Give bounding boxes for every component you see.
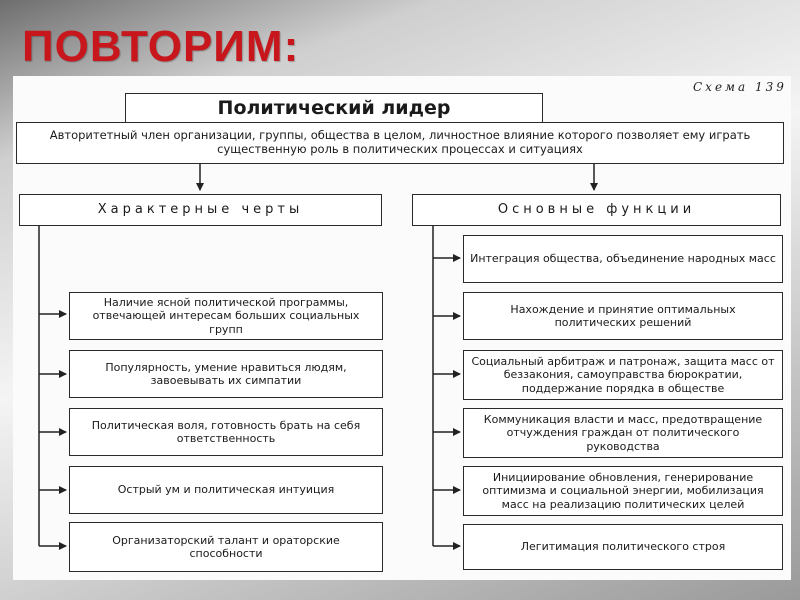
- scheme-sheet: [13, 76, 791, 580]
- function-item: Социальный арбитраж и патронаж, защита масс от беззакония, самоуправства бюрократии, поддержание порядка в обществе: [463, 350, 783, 400]
- trait-item: Организаторский талант и ораторские способности: [69, 522, 383, 572]
- leader-definition-box: Авторитетный член организации, группы, общества в целом, личностное влияние которого позволяет ему играть существенную роль в политических процессах и ситуациях: [16, 122, 784, 164]
- function-item: Нахождение и принятие оптимальных политических решений: [463, 292, 783, 340]
- scheme-number-label: Схема 139: [693, 80, 787, 94]
- trait-item: Популярность, умение нравиться людям, завоевывать их симпатии: [69, 350, 383, 398]
- function-item: Инициирование обновления, генерирование оптимизма и социальной энергии, мобилизация масс на реализацию политических целей: [463, 466, 783, 516]
- traits-header-box: Характерные черты: [19, 194, 382, 226]
- functions-header-box: Основные функции: [412, 194, 781, 226]
- function-item: Интеграция общества, объединение народных масс: [463, 235, 783, 283]
- leader-title-box: Политический лидер: [125, 93, 543, 123]
- trait-item: Наличие ясной политической программы, отвечающей интересам больших социальных групп: [69, 292, 383, 340]
- function-item: Коммуникация власти и масс, предотвращение отчуждения граждан от политического руководства: [463, 408, 783, 458]
- function-item: Легитимация политического строя: [463, 524, 783, 570]
- slide-title: ПОВТОРИМ:: [22, 22, 300, 71]
- trait-item: Острый ум и политическая интуиция: [69, 466, 383, 514]
- trait-item: Политическая воля, готовность брать на себя ответственность: [69, 408, 383, 456]
